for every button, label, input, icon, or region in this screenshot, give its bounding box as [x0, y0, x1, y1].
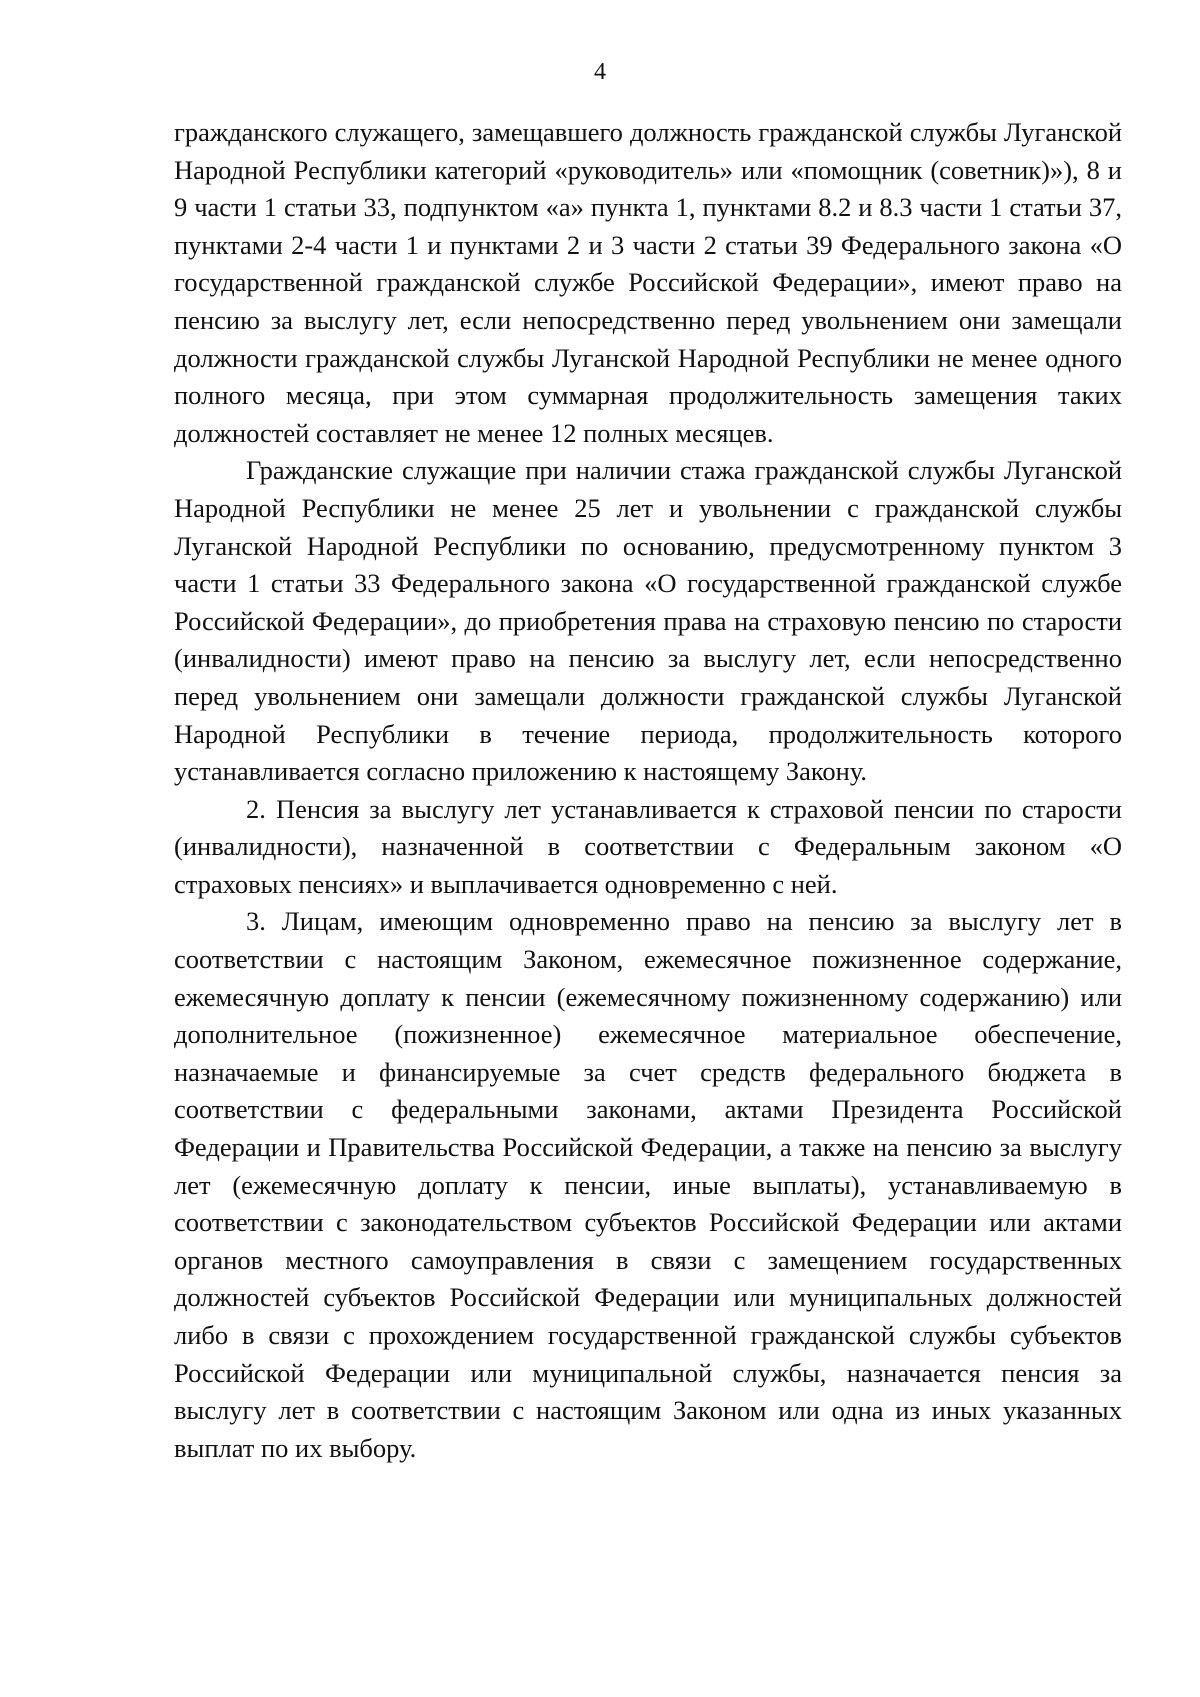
- page-number: 4: [594, 59, 606, 85]
- paragraph-continuation: гражданского служащего, замещавшего должность гражданской службы Луганской Народной Республики категорий «руководитель» или «помощник (советник)»), 8 и 9 части 1 статьи 33, подпунктом «а» пункта 1, пунктами 8.2 и 8.3 части 1 статьи 37, пунктами 2-4 части 1 и пунктами 2 и 3 части 2 статьи 39 Федерального закона «О государственной гражданской службе Российской Федерации», имеют право на пенсию за выслугу лет, если непосредственно перед увольнением они замещали должности гражданской службы Луганской Народной Республики не менее одного полного месяца, при этом суммарная продолжительность замещения таких должностей составляет не менее 12 полных месяцев.: [174, 117, 1122, 448]
- paragraph-long-service-25-years: Гражданские служащие при наличии стажа гражданской службы Луганской Народной Республики не менее 25 лет и увольнении с гражданской службы Луганской Народной Республики по основанию, предусмотренному пунктом 3 части 1 статьи 33 Федерального закона «О государственной гражданской службе Российской Федерации», до приобретения права на страховую пенсию по старости (инвалидности) имеют право на пенсию за выслугу лет, если непосредственно перед увольнением они замещали должности гражданской службы Луганской Народной Республики в течение периода, продолжительность которого устанавливается согласно приложению к настоящему Закону.: [174, 455, 1122, 787]
- document-body: [174, 114, 1122, 1467]
- paragraph-item-3: 3. Лицам, имеющим одновременно право на пенсию за выслугу лет в соответствии с настоящим Законом, ежемесячное пожизненное содержание, ежемесячную доплату к пенсии (ежемесячному пожизненному содержанию) или дополнительное (пожизненное) ежемесячное материальное обеспечение, назначаемые и финансируемые за счет средств федерального бюджета в соответствии с федеральными законами, актами Президента Российской Федерации и Правительства Российской Федерации, а также на пенсию за выслугу лет (ежемесячную доплату к пенсии, иные выплаты), устанавливаемую в соответствии с законодательством субъектов Российской Федерации или актами органов местного самоуправления в связи с замещением государственных должностей субъектов Российской Федерации или муниципальных должностей либо в связи с прохождением государственной гражданской службы субъектов Российской Федерации или муниципальной службы, назначается пенсия за выслугу лет в соответствии с настоящим Законом или одна из иных указанных выплат по их выбору.: [174, 906, 1122, 1463]
- paragraph-item-2: 2. Пенсия за выслугу лет устанавливается к страховой пенсии по старости (инвалидности), назначенной в соответствии с Федеральным законом «О страховых пенсиях» и выплачивается одновременно с ней.: [174, 793, 1122, 899]
